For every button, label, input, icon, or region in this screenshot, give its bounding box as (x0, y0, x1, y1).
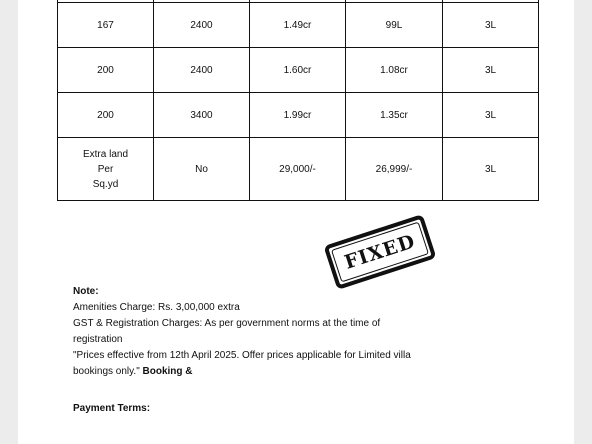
table-cell-extra-land (58, 138, 154, 201)
cell-line: Extra land (82, 148, 129, 160)
fixed-stamp (323, 214, 436, 290)
table-cell: 2400 (154, 3, 250, 48)
table-cell: 167 (58, 3, 154, 48)
table-cell: No (154, 138, 250, 201)
prices-note (73, 348, 413, 380)
table-cell: 1.08cr (346, 48, 443, 93)
amenities-note: Amenities Charge: Rs. 3,00,000 extra (73, 302, 240, 313)
table-cell: 26,999/- (346, 138, 443, 201)
booking-text: Booking & (142, 366, 193, 377)
table-row (58, 138, 539, 201)
payment-terms-heading: Payment Terms: (73, 403, 151, 414)
table-cell: 3L (443, 3, 539, 48)
table-cell: 1.60cr (250, 48, 346, 93)
table-cell: 3L (443, 138, 539, 201)
table-cell: 3400 (154, 93, 250, 138)
table-row (58, 48, 539, 93)
table-cell: 29,000/- (250, 138, 346, 201)
notes-section (73, 284, 413, 380)
table-cell: 1.49cr (250, 3, 346, 48)
notes-heading: Note: (73, 286, 99, 297)
cell-line: Sq.yd (92, 178, 119, 190)
table-cell: 3L (443, 48, 539, 93)
cell-line: Per (97, 163, 114, 175)
gst-note: GST & Registration Charges: As per government norms at the time of registration (73, 318, 381, 345)
table-cell: 2400 (154, 48, 250, 93)
table-row (58, 3, 539, 48)
table-cell: 1.35cr (346, 93, 443, 138)
prices-note-text: "Prices effective from 12th April 2025. Offer prices applicable for Limited villa bookings only." (73, 350, 411, 377)
table-cell: 99L (346, 3, 443, 48)
document-page (18, 0, 574, 444)
table-row (58, 93, 539, 138)
table-cell: 200 (58, 48, 154, 93)
table-cell: 200 (58, 93, 154, 138)
table-cell: 1.99cr (250, 93, 346, 138)
table-cell: 3L (443, 93, 539, 138)
price-table (57, 0, 539, 201)
stamp-text: FIXED (341, 230, 419, 274)
